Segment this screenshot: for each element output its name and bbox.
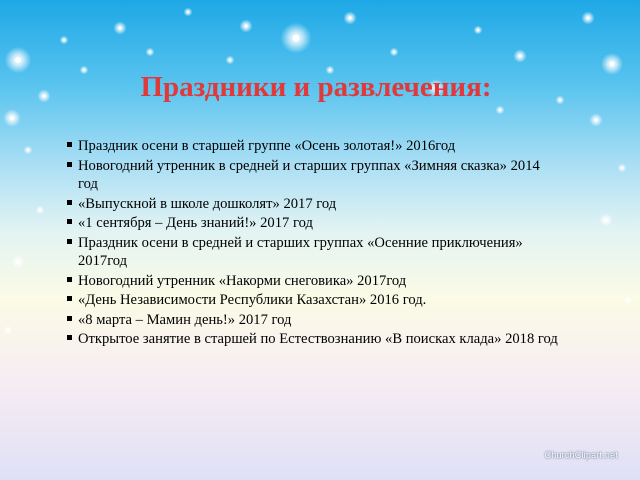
list-item xyxy=(70,214,560,233)
list-item xyxy=(70,330,560,349)
sparkle-icon xyxy=(477,29,479,31)
square-bullet-icon xyxy=(67,335,72,340)
slide-title: Праздники и развлечения: xyxy=(140,71,492,103)
watermark: ChurchClipart.net xyxy=(544,450,618,460)
sparkle-icon xyxy=(587,17,590,20)
sparkle-icon xyxy=(499,109,501,111)
list-item xyxy=(70,137,560,156)
list-item-text: Новогодний утренник в средней и старших группах «Зимняя сказка» 2014 год xyxy=(78,157,540,192)
list-item xyxy=(70,272,560,291)
list-item-text: Открытое занятие в старшей по Естествознанию «В поисках клада» 2018 год xyxy=(78,331,558,347)
square-bullet-icon xyxy=(67,142,72,147)
square-bullet-icon xyxy=(67,219,72,224)
list-item xyxy=(70,234,560,271)
list-item-text: «Выпускной в школе дошколят» 2017 год xyxy=(78,195,337,212)
event-list xyxy=(70,137,560,350)
sparkle-icon xyxy=(17,261,20,264)
square-bullet-icon xyxy=(67,200,72,205)
sparkle-icon xyxy=(119,27,122,30)
sparkle-icon xyxy=(393,51,395,53)
sparkle-icon xyxy=(149,51,151,53)
sparkle-icon xyxy=(187,11,189,13)
list-item-text: «День Независимости Республики Казахстан» 2016 год. xyxy=(78,292,427,308)
list-item-text: Новогодний утренник «Накорми снеговика» 2017год xyxy=(78,272,407,289)
sparkle-icon xyxy=(595,119,598,122)
sparkle-icon xyxy=(349,17,352,20)
sparkle-icon xyxy=(7,329,9,331)
sparkle-icon xyxy=(627,299,629,301)
sparkle-icon xyxy=(293,35,300,42)
sparkle-icon xyxy=(605,219,608,222)
square-bullet-icon xyxy=(67,296,72,301)
sparkle-icon xyxy=(245,25,248,28)
list-item-text: Праздник осени в средней и старших группах «Осенние приключения» 2017год xyxy=(78,234,523,269)
list-item xyxy=(70,195,560,214)
square-bullet-icon xyxy=(67,316,72,321)
sparkle-icon xyxy=(229,59,231,61)
sparkle-icon xyxy=(610,62,615,67)
list-item-text: «1 сентября – День знаний!» 2017 год xyxy=(78,215,313,231)
sparkle-icon xyxy=(621,167,623,169)
sparkle-icon xyxy=(10,116,14,120)
sparkle-icon xyxy=(63,39,65,41)
sparkle-icon xyxy=(519,55,522,58)
sparkle-icon xyxy=(15,57,21,63)
list-item-text: «8 марта – Мамин день!» 2017 год xyxy=(78,311,292,328)
list-item xyxy=(70,311,560,330)
square-bullet-icon xyxy=(67,162,72,167)
sparkle-icon xyxy=(27,149,29,151)
list-item-text: Праздник осени в старшей группе «Осень золотая!» 2016год xyxy=(78,138,456,154)
list-item xyxy=(70,157,560,194)
square-bullet-icon xyxy=(67,277,72,282)
square-bullet-icon xyxy=(67,239,72,244)
sparkle-icon xyxy=(39,209,41,211)
list-item xyxy=(70,291,560,310)
